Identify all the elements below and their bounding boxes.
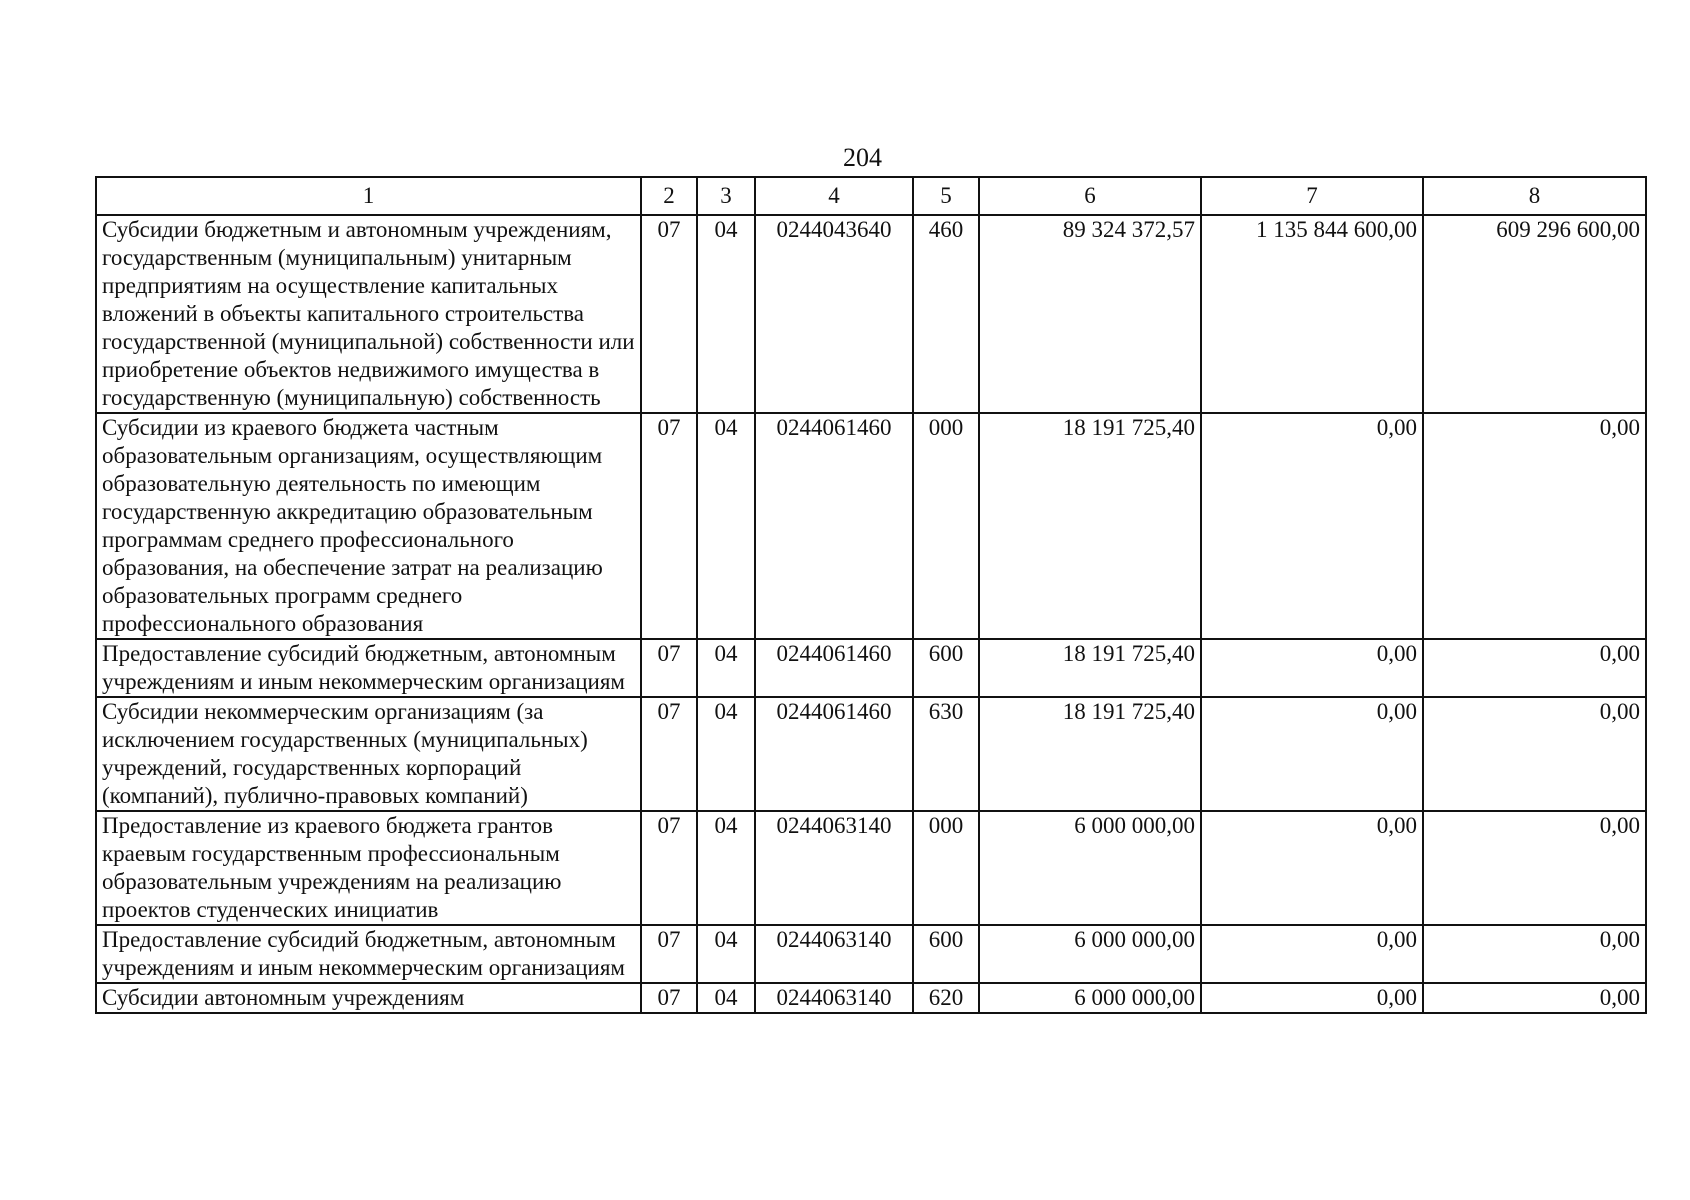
column-header: 4 xyxy=(755,177,913,215)
subsection-code: 04 xyxy=(697,639,755,697)
amount-col-8: 0,00 xyxy=(1423,983,1646,1013)
column-header: 8 xyxy=(1423,177,1646,215)
column-number-row xyxy=(96,177,1646,215)
subsection-code: 04 xyxy=(697,413,755,639)
amount-col-6: 89 324 372,57 xyxy=(979,215,1201,413)
section-code: 07 xyxy=(641,413,697,639)
target-article-code: 0244063140 xyxy=(755,983,913,1013)
expense-type-code: 630 xyxy=(913,697,979,811)
table-row xyxy=(96,215,1646,413)
amount-col-7: 0,00 xyxy=(1201,925,1423,983)
budget-table xyxy=(95,176,1647,1014)
amount-col-6: 6 000 000,00 xyxy=(979,925,1201,983)
column-header: 6 xyxy=(979,177,1201,215)
column-header: 1 xyxy=(96,177,641,215)
subsection-code: 04 xyxy=(697,811,755,925)
amount-col-8: 0,00 xyxy=(1423,639,1646,697)
table-row xyxy=(96,697,1646,811)
expense-type-code: 000 xyxy=(913,413,979,639)
target-article-code: 0244063140 xyxy=(755,811,913,925)
table-row xyxy=(96,983,1646,1013)
subsection-code: 04 xyxy=(697,925,755,983)
expense-type-code: 620 xyxy=(913,983,979,1013)
amount-col-7: 0,00 xyxy=(1201,639,1423,697)
amount-col-8: 0,00 xyxy=(1423,925,1646,983)
section-code: 07 xyxy=(641,215,697,413)
amount-col-6: 18 191 725,40 xyxy=(979,413,1201,639)
table-row xyxy=(96,639,1646,697)
target-article-code: 0244061460 xyxy=(755,639,913,697)
amount-col-6: 6 000 000,00 xyxy=(979,983,1201,1013)
target-article-code: 0244043640 xyxy=(755,215,913,413)
amount-col-8: 0,00 xyxy=(1423,413,1646,639)
row-description: Субсидии бюджетным и автономным учреждениям, государственным (муниципальным) унитарным предприятиям на осуществление капитальных вложений в объекты капитального строительства государственной (муниципальной) собственности или приобретение объектов недвижимого имущества в государственную (муниципальную) собственность xyxy=(96,215,641,413)
row-description: Субсидии автономным учреждениям xyxy=(96,983,641,1013)
row-description: Субсидии некоммерческим организациям (за исключением государственных (муниципальных) учреждений, государственных корпораций (компаний), публично-правовых компаний) xyxy=(96,697,641,811)
section-code: 07 xyxy=(641,811,697,925)
table-row xyxy=(96,811,1646,925)
amount-col-7: 1 135 844 600,00 xyxy=(1201,215,1423,413)
section-code: 07 xyxy=(641,639,697,697)
row-description: Субсидии из краевого бюджета частным образовательным организациям, осуществляющим образовательную деятельность по имеющим государственную аккредитацию образовательным программам среднего профессионального образования, на обеспечение затрат на реализацию образовательных программ среднего профессионального образования xyxy=(96,413,641,639)
amount-col-6: 18 191 725,40 xyxy=(979,697,1201,811)
amount-col-6: 6 000 000,00 xyxy=(979,811,1201,925)
column-header: 3 xyxy=(697,177,755,215)
column-header: 5 xyxy=(913,177,979,215)
page-number: 204 xyxy=(843,143,882,172)
amount-col-7: 0,00 xyxy=(1201,811,1423,925)
expense-type-code: 000 xyxy=(913,811,979,925)
expense-type-code: 600 xyxy=(913,639,979,697)
row-description: Предоставление из краевого бюджета грантов краевым государственным профессиональным образовательным учреждениям на реализацию проектов студенческих инициатив xyxy=(96,811,641,925)
subsection-code: 04 xyxy=(697,983,755,1013)
row-description: Предоставление субсидий бюджетным, автономным учреждениям и иным некоммерческим организациям xyxy=(96,639,641,697)
table-row xyxy=(96,413,1646,639)
amount-col-6: 18 191 725,40 xyxy=(979,639,1201,697)
target-article-code: 0244061460 xyxy=(755,413,913,639)
subsection-code: 04 xyxy=(697,697,755,811)
table-row xyxy=(96,925,1646,983)
amount-col-7: 0,00 xyxy=(1201,983,1423,1013)
section-code: 07 xyxy=(641,697,697,811)
target-article-code: 0244063140 xyxy=(755,925,913,983)
section-code: 07 xyxy=(641,925,697,983)
subsection-code: 04 xyxy=(697,215,755,413)
amount-col-8: 0,00 xyxy=(1423,697,1646,811)
amount-col-8: 609 296 600,00 xyxy=(1423,215,1646,413)
column-header: 7 xyxy=(1201,177,1423,215)
expense-type-code: 600 xyxy=(913,925,979,983)
target-article-code: 0244061460 xyxy=(755,697,913,811)
amount-col-8: 0,00 xyxy=(1423,811,1646,925)
expense-type-code: 460 xyxy=(913,215,979,413)
row-description: Предоставление субсидий бюджетным, автономным учреждениям и иным некоммерческим организациям xyxy=(96,925,641,983)
section-code: 07 xyxy=(641,983,697,1013)
amount-col-7: 0,00 xyxy=(1201,413,1423,639)
amount-col-7: 0,00 xyxy=(1201,697,1423,811)
column-header: 2 xyxy=(641,177,697,215)
